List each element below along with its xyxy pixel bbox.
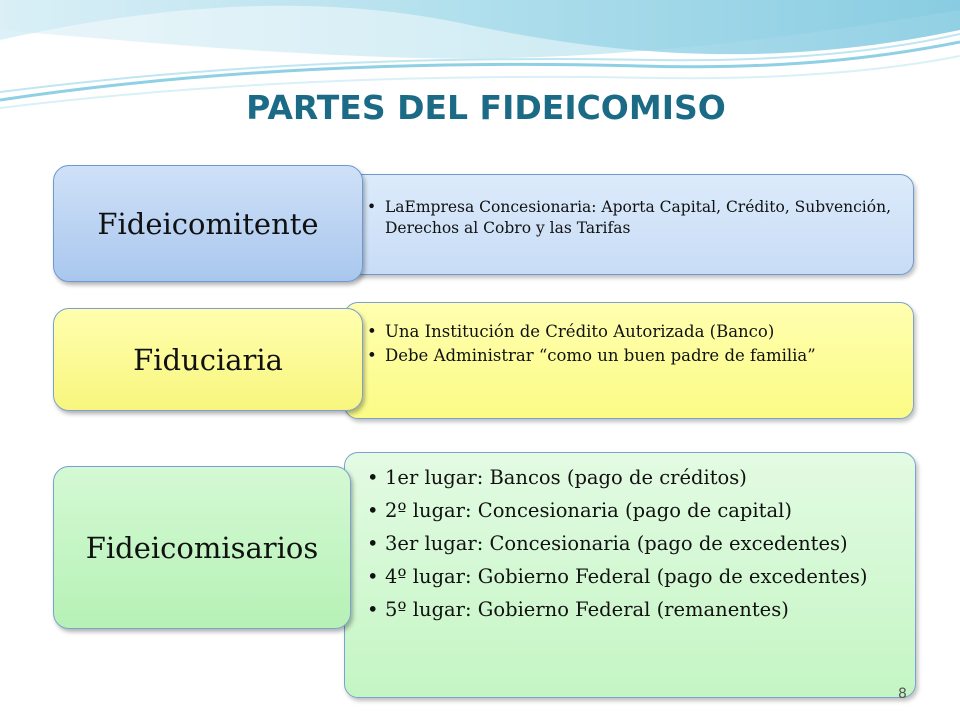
list-item: • 1er lugar: Bancos (pago de créditos) bbox=[363, 465, 908, 490]
list-item: • 5º lugar: Gobierno Federal (remanentes) bbox=[363, 597, 908, 622]
fideicomisarios-bullet-list bbox=[363, 465, 908, 630]
list-item: • 2º lugar: Concesionaria (pago de capital) bbox=[363, 498, 908, 523]
list-item: • 3er lugar: Concesionaria (pago de excedentes) bbox=[363, 531, 908, 556]
fiduciaria-description-box bbox=[344, 302, 914, 419]
fideicomisarios-label: Fideicomisarios bbox=[53, 466, 351, 629]
list-item: • Debe Administrar “como un buen padre de familia” bbox=[363, 345, 903, 367]
fideicomitente-description-box bbox=[344, 174, 914, 275]
fiduciaria-bullet-list bbox=[363, 321, 903, 369]
list-item: • 4º lugar: Gobierno Federal (pago de excedentes) bbox=[363, 564, 908, 589]
fiduciaria-label: Fiduciaria bbox=[53, 308, 363, 411]
page-number: 8 bbox=[898, 686, 907, 702]
fideicomisarios-description-box bbox=[344, 452, 916, 698]
list-item: • Una Institución de Crédito Autorizada (Banco) bbox=[363, 321, 903, 343]
fideicomitente-label: Fideicomitente bbox=[53, 165, 363, 282]
list-item: • LaEmpresa Concesionaria: Aporta Capital, Crédito, Subvención, Derechos al Cobro y las Tarifas bbox=[363, 197, 903, 239]
slide-title: PARTES DEL FIDEICOMISO bbox=[246, 88, 726, 127]
fideicomitente-bullet-list bbox=[363, 197, 903, 239]
